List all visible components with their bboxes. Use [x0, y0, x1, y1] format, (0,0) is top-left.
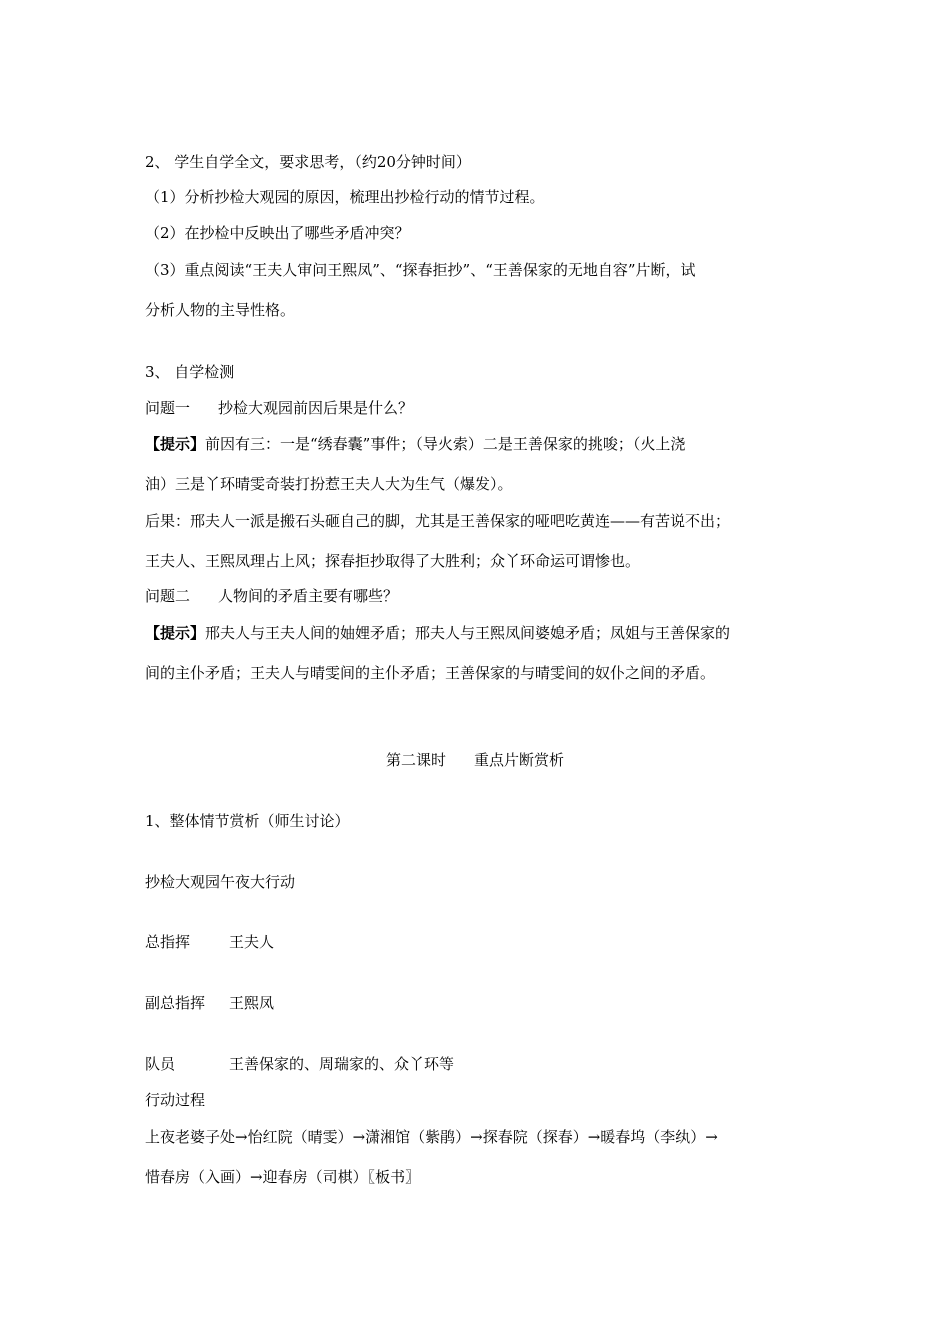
role-label: 副总指挥 — [145, 994, 206, 1012]
hint-two-line-1 — [145, 623, 815, 643]
question-two — [145, 586, 815, 606]
question-two-label: 问题二 — [145, 587, 191, 605]
section2-heading: 2、 学生自学全文，要求思考，（约20分钟时间） — [145, 153, 471, 171]
hint-two-label: 【提示】 — [145, 624, 206, 642]
role-label: 总指挥 — [145, 933, 191, 951]
process-line-2: 惜春房（入画）→迎春房（司棋）〖板书〗 — [145, 1168, 421, 1186]
role-name: 王善保家的、周瑞家的、众丫环等 — [229, 1055, 455, 1073]
hint-one-text-1: 前因有三：一是“绣春囊”事件；（导火索）二是王善保家的挑唆；（火上浇 — [205, 435, 686, 453]
role-row — [145, 932, 815, 952]
lesson-title — [0, 750, 950, 770]
question-1: （1）分析抄检大观园的原因，梳理出抄检行动的情节过程。 — [145, 188, 545, 206]
result-line-1: 后果：邢夫人一派是搬石头砸自己的脚，尤其是王善保家的哑吧吃黄连——有苦说不出； — [145, 512, 731, 530]
role-label: 队员 — [145, 1055, 176, 1073]
process-line-1: 上夜老婆子处→怡红院（晴雯）→潇湘馆（紫鹃）→探春院（探春）→暖春坞（李纨）→ — [145, 1128, 718, 1146]
question-3-line-2: 分析人物的主导性格。 — [145, 301, 296, 319]
question-2: （2）在抄检中反映出了哪些矛盾冲突？ — [145, 224, 410, 242]
lesson-title-a: 第二课时 — [385, 751, 446, 769]
question-one — [145, 398, 815, 418]
hint-one-line-2: 油）三是丫环晴雯奇装打扮惹王夫人大为生气（爆发）。 — [145, 475, 513, 493]
question-one-text: 抄检大观园前因后果是什么？ — [218, 399, 414, 417]
question-one-label: 问题一 — [145, 399, 191, 417]
question-3-line-1: （3）重点阅读“王夫人审问王熙凤”、“探春拒抄”、“王善保家的无地自容”片断，试 — [145, 261, 696, 279]
hint-one-label: 【提示】 — [145, 435, 206, 453]
question-two-text: 人物间的矛盾主要有哪些？ — [218, 587, 399, 605]
role-name: 王熙凤 — [229, 994, 275, 1012]
role-name: 王夫人 — [229, 933, 275, 951]
hint-two-text-1: 邢夫人与王夫人间的妯娌矛盾；邢夫人与王熙凤间婆媳矛盾；凤姐与王善保家的 — [205, 624, 731, 642]
plot-analysis-heading: 1、整体情节赏析（师生讨论） — [145, 812, 350, 830]
section3-heading: 3、 自学检测 — [145, 363, 235, 381]
action-title: 抄检大观园午夜大行动 — [145, 873, 296, 891]
result-line-2: 王夫人、王熙凤理占上风；探春拒抄取得了大胜利；众丫环命运可谓惨也。 — [145, 552, 641, 570]
lesson-title-b: 重点片断赏析 — [474, 751, 565, 769]
hint-two-line-2: 间的主仆矛盾；王夫人与晴雯间的主仆矛盾；王善保家的与晴雯间的奴仆之间的矛盾。 — [145, 664, 716, 682]
hint-one-line-1 — [145, 434, 815, 454]
role-row — [145, 1054, 815, 1074]
process-label: 行动过程 — [145, 1091, 206, 1109]
role-row — [145, 993, 815, 1013]
